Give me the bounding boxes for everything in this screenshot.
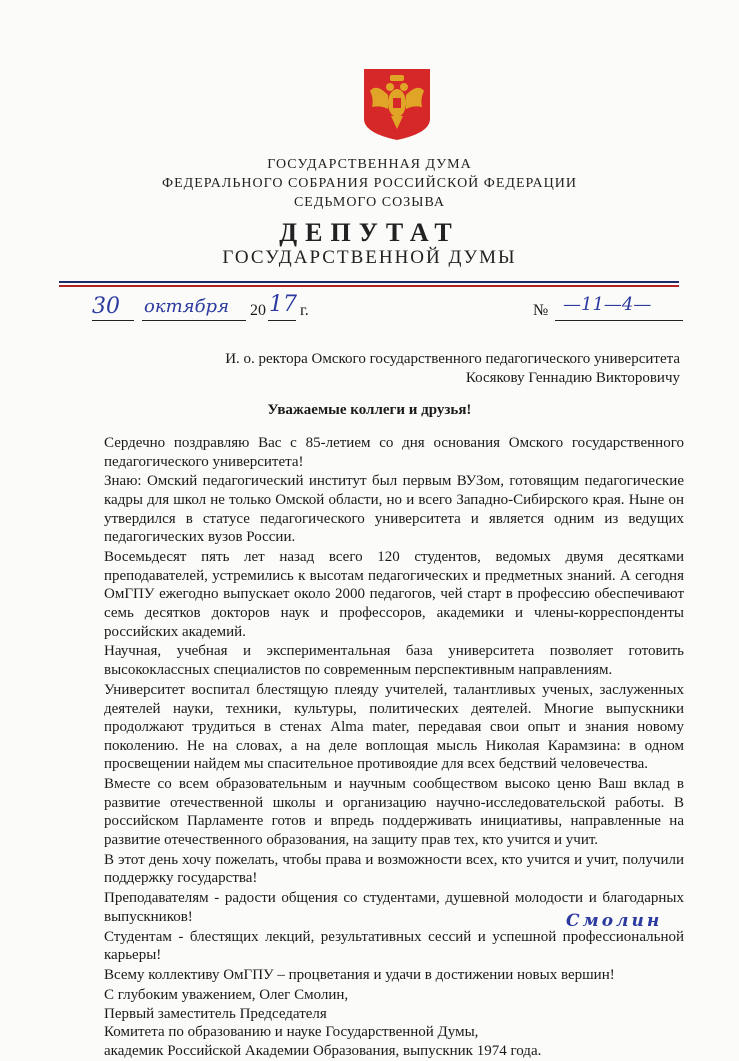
date-year-suffix: 17	[269, 292, 297, 317]
greeting: Уважаемые коллеги и друзья!	[267, 402, 472, 418]
date-day-underline	[92, 320, 134, 321]
date-field	[92, 292, 322, 324]
signature-line-3: Комитета по образованию и науке Государственной Думы,	[104, 1024, 479, 1041]
date-year-underline	[268, 320, 296, 321]
paragraph: Преподавателям - радости общения со студентами, душевной молодости и благодарных выпускников!	[104, 890, 684, 925]
divider-blue	[59, 281, 679, 283]
divider-red	[59, 285, 679, 287]
signature-line-2: Первый заместитель Председателя	[104, 1005, 327, 1022]
date-month-underline	[142, 320, 246, 321]
paragraph: Научная, учебная и экспериментальная база университета позволяет готовить высококлассных специалистов по современным перспективным направлениям.	[104, 643, 684, 679]
paragraph: В этот день хочу пожелать, чтобы права и возможности всех, кто учится и учит, получили поддержку государства!	[104, 851, 684, 887]
duma-title: ГОСУДАРСТВЕННОЙ ДУМЫ	[222, 247, 517, 268]
header-line-3: СЕДЬМОГО СОЗЫВА	[293, 195, 446, 210]
number-value: —11—4—	[563, 294, 652, 315]
signature-line-4: академик Российской Академии Образования, выпускник 1974 года.	[104, 1042, 542, 1059]
deputy-title: ДЕПУТАТ	[279, 218, 460, 247]
signature-line-1: С глубоким уважением, Олег Смолин,	[104, 987, 349, 1004]
date-month: октября	[144, 296, 229, 317]
document-number	[533, 296, 683, 324]
date-suffix: г.	[300, 302, 309, 319]
paragraph: Всему коллективу ОмГПУ – процветания и удачи в достижении новых вершин!	[104, 967, 615, 984]
coat-of-arms-icon	[362, 67, 432, 142]
handwritten-signature: Смолин	[566, 911, 663, 931]
paragraph: Вместе со всем образовательным и научным сообществом высоко ценю Ваш вклад в развитие отечественной школы и организацию научно-исследовательской работы. В российском Парламенте готов и впредь поддерживать инициативы, направленные на развитие отечественного образования, на защиту прав тех, кто учится и учит.	[104, 776, 684, 848]
paragraph: Знаю: Омский педагогический институт был первым ВУЗом, готовящим педагогические кадры для школ не только Омской области, но и всего Западно-Сибирского края. Ныне он утвердился в статусе педагогического университета и является одним из ведущих педагогических вузов России.	[104, 473, 684, 546]
header-line-1: ГОСУДАРСТВЕННАЯ ДУМА	[267, 157, 472, 172]
date-year-prefix: 20	[250, 302, 266, 319]
addressee-position: И. о. ректора Омского государственного педагогического университета	[225, 351, 680, 367]
header-line-2: ФЕДЕРАЛЬНОГО СОБРАНИЯ РОССИЙСКОЙ ФЕДЕРАЦИИ	[162, 176, 577, 191]
letter-body	[104, 434, 684, 1061]
addressee-name: Косякову Геннадию Викторовичу	[465, 370, 680, 386]
number-underline	[555, 320, 683, 321]
paragraph: Университет воспитал блестящую плеяду учителей, талантливых ученых, заслуженных деятелей науки, техники, культуры, политических деятелей. Многие выпускники продолжают трудиться в стенах Alma mater, передавая свои опыт и знания новому поколению. Не на словах, а на деле воплощая мысль Николая Карамзина: в одном просвещении найдем мы спасительное противоядие для всех бедствий человечества.	[104, 681, 684, 773]
paragraph: Студентам - блестящих лекций, результативных сессий и успешной профессиональной карьеры!	[104, 928, 684, 964]
number-label: №	[533, 302, 549, 319]
paragraph: Восемьдесят пять лет назад всего 120 студентов, ведомых двумя десятками преподавателей, устремились к высотам педагогических и предметных знаний. А сегодня ОмГПУ ежегодно выпускает около 2000 педагогов, чей старт в профессию обеспечивают семь десятков докторов наук и профессоров, академики и члены-корреспонденты российских академий.	[104, 549, 684, 640]
paragraph: Сердечно поздравляю Вас с 85-летием со дня основания Омского государственного педагогического университета!	[104, 435, 684, 470]
date-day: 30	[92, 294, 120, 319]
